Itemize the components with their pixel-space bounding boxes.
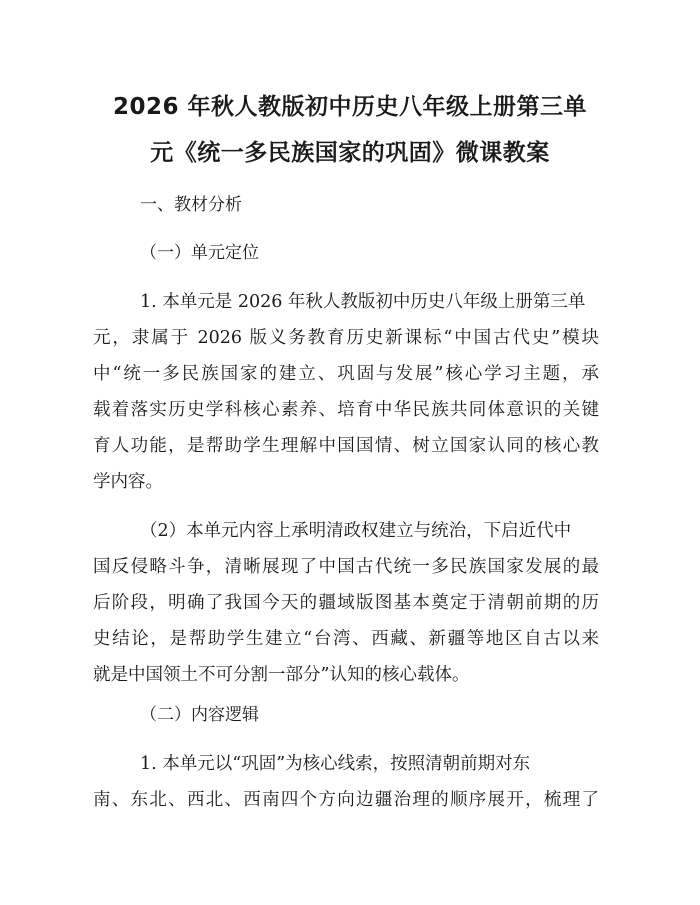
paragraph-1-line-6: 学内容。 <box>93 472 163 492</box>
subsection-heading-content-logic: （二）内容逻辑 <box>140 705 259 725</box>
paragraph-2-line-3: 后阶段，明确了我国今天的疆域版图基本奠定于清朝前期的历 <box>93 593 599 613</box>
paragraph-2-line-2: 国反侵略斗争，清晰展现了中国古代统一多民族国家发展的最 <box>93 557 599 577</box>
paragraph-1-line-3: 中“统一多民族国家的建立、巩固与发展”核心学习主题，承 <box>93 364 599 384</box>
paragraph-2-line-1: （2）本单元内容上承明清政权建立与统治，下启近代中 <box>140 521 572 541</box>
paragraph-3-line-1: 1. 本单元以“巩固”为核心线索，按照清朝前期对东 <box>140 754 531 774</box>
subsection-heading-unit-positioning: （一）单元定位 <box>140 243 259 263</box>
paragraph-2-line-5: 就是中国领土不可分割一部分”认知的核心载体。 <box>93 665 470 685</box>
paragraph-1-line-2: 元，隶属于 2026 版义务教育历史新课标“中国古代史”模块 <box>93 328 599 348</box>
paragraph-1-line-1: 1. 本单元是 2026 年秋人教版初中历史八年级上册第三单 <box>140 292 586 312</box>
document-title-line-1: 2026 年秋人教版初中历史八年级上册第三单 <box>112 94 588 120</box>
section-heading: 一、教材分析 <box>140 195 242 215</box>
paragraph-1-line-5: 育人功能，是帮助学生理解中国国情、树立国家认同的核心教 <box>93 436 599 456</box>
paragraph-2-line-4: 史结论，是帮助学生建立“台湾、西藏、新疆等地区自古以来 <box>93 629 599 649</box>
paragraph-3-line-2: 南、东北、西北、西南四个方向边疆治理的顺序展开，梳理了 <box>93 790 599 810</box>
document-title-line-2: 元《统一多民族国家的巩固》微课教案 <box>150 140 550 166</box>
paragraph-1-line-4: 载着落实历史学科核心素养、培育中华民族共同体意识的关键 <box>93 400 599 420</box>
